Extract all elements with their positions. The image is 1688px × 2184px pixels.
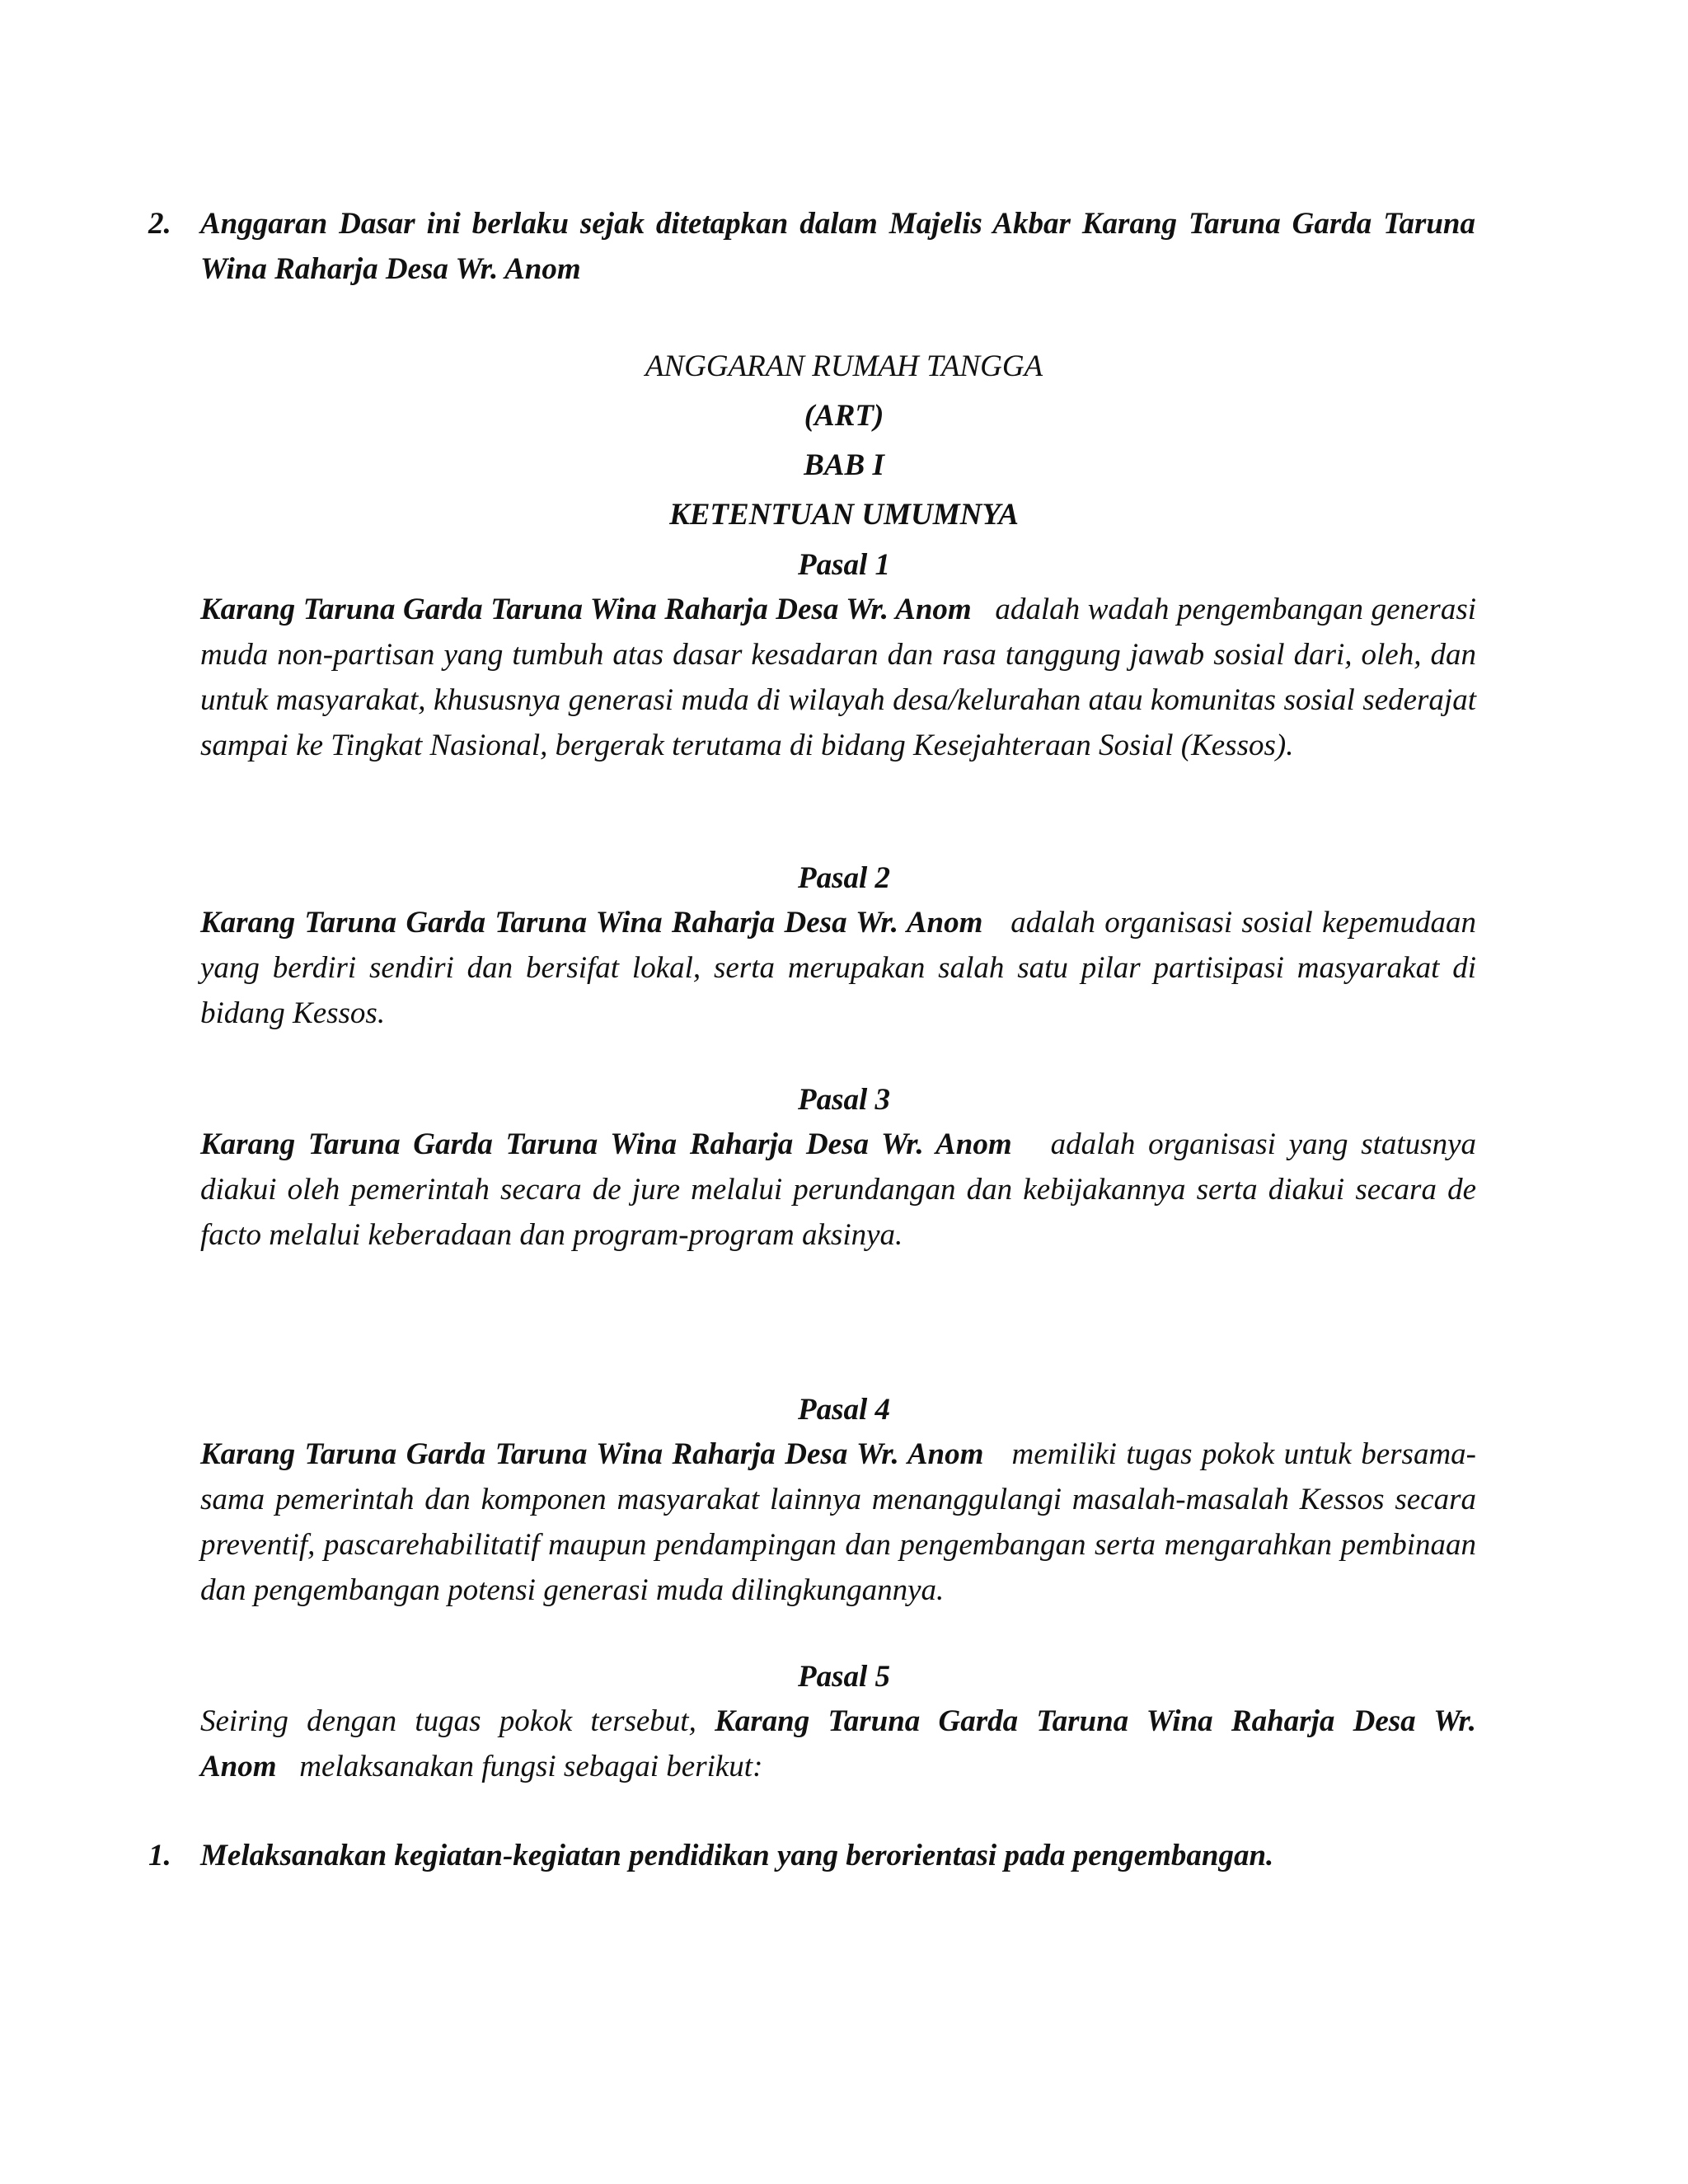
chapter-number: BAB I (804, 448, 884, 482)
organization-name: Karang Taruna Garda Taruna Wina Raharja Desa Wr. Anom (200, 906, 983, 940)
pasal-5-body: melaksanakan fungsi sebagai berikut: (299, 1750, 763, 1783)
pasal-4-body: memiliki tugas pokok untuk bersama-sama pemerintah dan komponen masyarakat lainnya menanggulangi masalah-masalah Kessos secara preventif, pascarehabilitatif maupun pendampingan dan pengembangan serta mengarahkan pembinaan dan pengembangan potensi generasi muda dilingkungannya. (200, 1437, 1476, 1607)
organization-name: Karang Taruna Garda Taruna Wina Raharja Desa Wr. Anom (200, 1127, 1012, 1161)
pasal-5-title: Pasal 5 (797, 1660, 891, 1694)
pasal-5-intro: Seiring dengan tugas pokok tersebut, (200, 1704, 696, 1738)
function-list-item (148, 1833, 1475, 1878)
pasal-4-title: Pasal 4 (797, 1393, 891, 1427)
pasal-1-title: Pasal 1 (797, 548, 891, 582)
list-number: 2. (148, 207, 171, 241)
chapter-title: KETENTUAN UMUMNYA (669, 498, 1019, 532)
organization-name: Karang Taruna Garda Taruna Wina Raharja Desa Wr. Anom (200, 1437, 984, 1471)
list-item-text: Anggaran Dasar ini berlaku sejak ditetapkan dalam Majelis Akbar Karang Taruna Garda Taruna Wina Raharja Desa Wr. Anom (200, 207, 1475, 286)
pasal-5-text (200, 1699, 1476, 1789)
organization-name: Karang Taruna Garda Taruna Wina Raharja Desa Wr. Anom (200, 593, 972, 626)
list-number: 1. (148, 1839, 171, 1872)
list-item-text: Melaksanakan kegiatan-kegiatan pendidikan yang berorientasi pada pengembangan. (200, 1839, 1274, 1872)
doc-title: ANGGARAN RUMAH TANGGA (645, 349, 1043, 383)
intro-list-item (148, 201, 1475, 292)
doc-subtitle: (ART) (804, 399, 884, 433)
pasal-2-text (200, 900, 1476, 1036)
pasal-1-body: adalah wadah pengembangan generasi muda non-partisan yang tumbuh atas dasar kesadaran dan rasa tanggung jawab sosial dari, oleh, dan untuk masyarakat, khususnya generasi muda di wilayah desa/kelurahan atau komunitas sosial sederajat sampai ke Tingkat Nasional, bergerak terutama di bidang Kesejahteraan Sosial (Kessos). (200, 593, 1476, 762)
pasal-1-text (200, 587, 1476, 768)
organization-name: Karang Taruna Garda Taruna Wina Raharja Desa Wr. Anom (200, 1704, 1477, 1783)
pasal-3-text (200, 1122, 1476, 1258)
pasal-3-body: adalah organisasi yang statusnya diakui oleh pemerintah secara de jure melalui perundangan dan kebijakannya serta diakui secara de facto melalui keberadaan dan program-program aksinya. (200, 1127, 1476, 1252)
pasal-3-title: Pasal 3 (797, 1083, 891, 1117)
pasal-2-title: Pasal 2 (797, 861, 891, 895)
pasal-2-body: adalah organisasi sosial kepemudaan yang berdiri sendiri dan bersifat lokal, serta merupakan salah satu pilar partisipasi masyarakat di bidang Kessos. (200, 906, 1476, 1030)
pasal-4-text (200, 1432, 1476, 1613)
